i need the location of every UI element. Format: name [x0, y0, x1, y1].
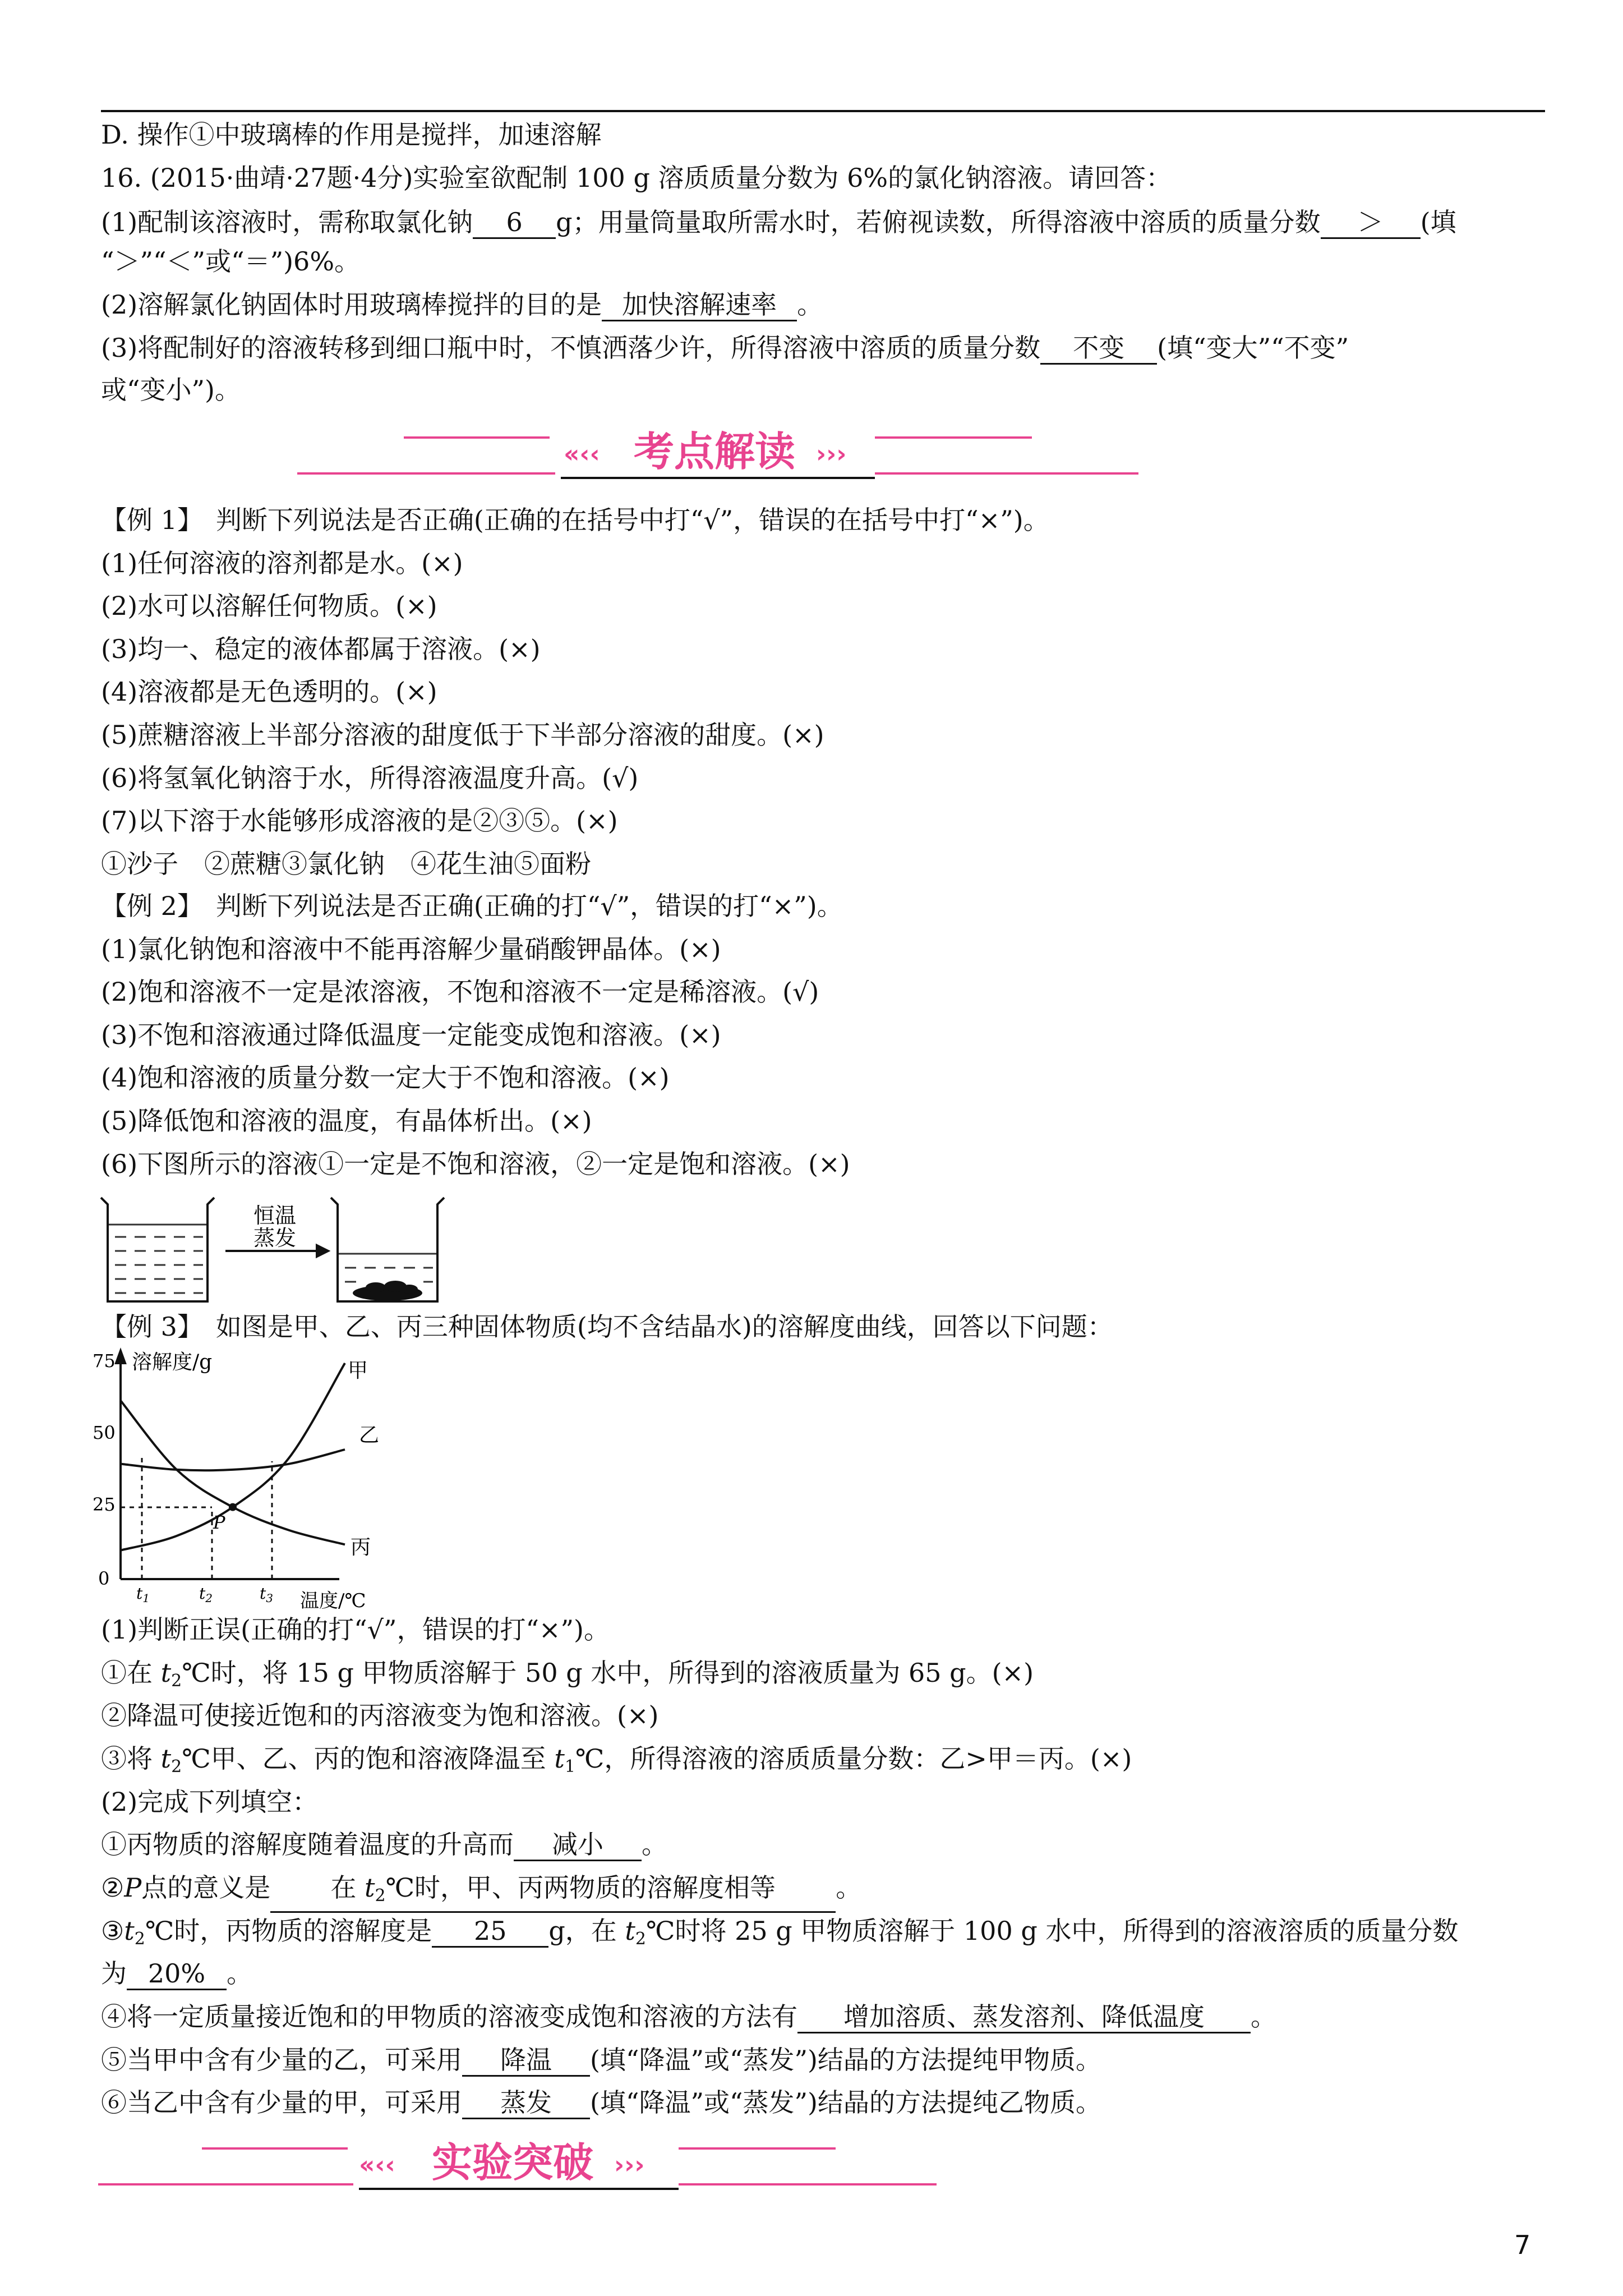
beaker-1: [101, 1198, 214, 1301]
q16-part2: (2)溶解氯化钠固体时用玻璃棒搅拌的目的是 加快溶解速率 。: [101, 288, 823, 321]
q16-part3: (3)将配制好的溶液转移到细口瓶中时，不慎洒落少许，所得溶液中溶质的质量分数 不变 (填“变大”“不变”: [101, 331, 1349, 365]
example-2-heading: 【例 2】 判断下列说法是否正确(正确的打“√”，错误的打“×”)。: [101, 891, 843, 921]
tick-label-50: 50: [93, 1422, 116, 1443]
ex3-fill-3: $③t_2℃$时，丙物质的溶解度是 25 g，在 $t_2℃$时将 25 g 甲物质溶解于 100 g 水中，所得到的溶液溶质的质量分数: [101, 1916, 1459, 1949]
answer-blank: ＞: [1321, 207, 1421, 239]
ex3-fill-2: ②P点的意义是 在 $t_2℃$时，甲、丙两物质的溶解度相等 。: [101, 1871, 861, 1913]
beaker-2-solution: [339, 1254, 436, 1282]
list-item: (1)任何溶液的溶剂都是水。(×): [101, 548, 463, 578]
answer-blank: 25: [432, 1916, 548, 1948]
guide-lines: [121, 1456, 272, 1579]
ex3-part1-item2: ②降温可使接近饱和的丙溶液变为饱和溶液。(×): [101, 1700, 659, 1731]
list-item: (3)均一、稳定的液体都属于溶液。(×): [101, 634, 541, 664]
section-title: 实验突破: [432, 2139, 594, 2186]
tick-label-75: 75: [93, 1350, 116, 1372]
answer-blank: 不变: [1040, 333, 1157, 365]
list-item: (2)饱和溶液不一定是浓溶液，不饱和溶液不一定是稀溶液。(√): [101, 977, 819, 1007]
list-item: (3)不饱和溶液通过降低温度一定能变成饱和溶液。(×): [101, 1020, 721, 1050]
q16-part3-cont: 或“变小”)。: [101, 375, 241, 405]
x-axis-label: 温度/℃: [300, 1590, 366, 1612]
y-axis-label: 溶解度/g: [132, 1351, 213, 1374]
answer-blank: 增加溶质、蒸发溶剂、降低温度: [797, 2001, 1251, 2033]
answer-blank: 在 $t_2℃$时，甲、丙两物质的溶解度相等: [270, 1872, 836, 1913]
list-item: (7)以下溶于水能够形成溶液的是②③⑤。(×): [101, 806, 618, 836]
beaker-diagram: [95, 1192, 454, 1310]
answer-blank: 降温: [462, 2045, 590, 2077]
answer-blank: 减小: [514, 1829, 642, 1861]
tick-label-t1: $t_1$: [136, 1584, 150, 1605]
ex3-part1-item1: ①在 $t_2℃$时，将 15 g 甲物质溶解于 50 g 水中，所得到的溶液质量为 65 g。(×): [101, 1658, 1034, 1691]
list-item: (4)饱和溶液的质量分数一定大于不饱和溶液。(×): [101, 1062, 670, 1093]
ex3-part1: (1)判断正误(正确的打“√”，错误的打“×”)。: [101, 1614, 610, 1645]
ex3-fill-3-cont: 为 20% 。: [101, 1957, 252, 1990]
tick-label-t3: $t_3$: [260, 1584, 273, 1605]
arrow-label-top: 恒温: [253, 1203, 297, 1228]
ex3-fill-1: ①丙物质的溶解度随着温度的升高而 减小 。: [101, 1828, 667, 1861]
tick-label-t2: $t_2$: [199, 1584, 213, 1605]
tick-label-origin: 0: [98, 1568, 110, 1589]
list-item: (5)蔗糖溶液上半部分溶液的甜度低于下半部分溶液的甜度。(×): [101, 720, 824, 750]
section-title: 考点解读: [634, 428, 796, 475]
series-yi-curve: [121, 1450, 345, 1470]
series-label-bing: 丙: [351, 1536, 371, 1559]
list-item: (6)下图所示的溶液①一定是不饱和溶液，②一定是饱和溶液。(×): [101, 1149, 850, 1179]
example-1-heading: 【例 1】 判断下列说法是否正确(正确的在括号中打“√”，错误的在括号中打“×”)。: [101, 505, 1049, 535]
page-number: 7: [1514, 2230, 1531, 2260]
section-banner-kaodian: «‹‹ 考点解读 ›››: [0, 426, 1623, 482]
question-16: 16. (2015·曲靖·27题·4分)实验室欲配制 100 g 溶质质量分数为 6%的氯化钠溶液。请回答：: [101, 163, 1172, 193]
point-p: [229, 1503, 237, 1511]
tick-label-25: 25: [93, 1494, 116, 1515]
list-item: (6)将氢氧化钠溶于水，所得溶液温度升高。(√): [101, 763, 639, 793]
option-d: D. 操作①中玻璃棒的作用是搅拌，加速溶解: [101, 119, 602, 150]
series-label-yi: 乙: [359, 1424, 380, 1447]
list-item: (2)水可以溶解任何物质。(×): [101, 591, 437, 621]
beaker-1-solution: [109, 1225, 206, 1293]
list-item: (4)溶液都是无色透明的。(×): [101, 677, 437, 707]
crystals: [353, 1281, 422, 1301]
ex3-fill-5: ⑤当甲中含有少量的乙，可采用 降温 (填“降温”或“蒸发”)结晶的方法提纯甲物质。: [101, 2043, 1101, 2077]
solubility-chart: [76, 1346, 390, 1616]
list-item: ①沙子 ②蔗糖③氯化钠 ④花生油⑤面粉: [101, 849, 591, 879]
section-banner-shiyan: «‹‹ 实验突破 ›››: [0, 2137, 1623, 2193]
example-3-heading: 【例 3】 如图是甲、乙、丙三种固体物质(均不含结晶水)的溶解度曲线，回答以下问题：: [101, 1312, 1113, 1342]
series-label-jia: 甲: [348, 1359, 368, 1382]
answer-blank: 加快溶解速率: [602, 289, 797, 321]
top-rule: [101, 110, 1545, 112]
list-item: (1)氯化钠饱和溶液中不能再溶解少量硝酸钾晶体。(×): [101, 934, 721, 964]
answer-blank: 20%: [127, 1958, 227, 1990]
q16-part1-cont: “＞”“＜”或“＝”)6%。: [101, 246, 361, 277]
ex3-part2: (2)完成下列填空：: [101, 1787, 319, 1817]
ex3-part1-item3: ③将 $t_2℃$甲、乙、丙的饱和溶液降温至 $t_1℃$，所得溶液的溶质质量分数：乙>甲＝丙。(×): [101, 1743, 1132, 1777]
answer-blank: 蒸发: [462, 2087, 590, 2119]
ex3-fill-4: ④将一定质量接近饱和的甲物质的溶液变成饱和溶液的方法有 增加溶质、蒸发溶剂、降低温度 。: [101, 2000, 1276, 2033]
q16-part1: (1)配制该溶液时，需称取氯化钠 6 g；用量筒量取所需水时，若俯视读数，所得溶液中溶质的质量分数 ＞ (填: [101, 205, 1456, 239]
list-item: (5)降低饱和溶液的温度，有晶体析出。(×): [101, 1106, 592, 1136]
answer-blank: 6: [473, 207, 556, 239]
series-jia-curve: [121, 1363, 345, 1550]
point-p-label: P: [213, 1512, 225, 1533]
arrow-label-bottom: 蒸发: [253, 1226, 297, 1250]
ex3-fill-6: ⑥当乙中含有少量的甲，可采用 蒸发 (填“降温”或“蒸发”)结晶的方法提纯乙物质。: [101, 2086, 1101, 2119]
